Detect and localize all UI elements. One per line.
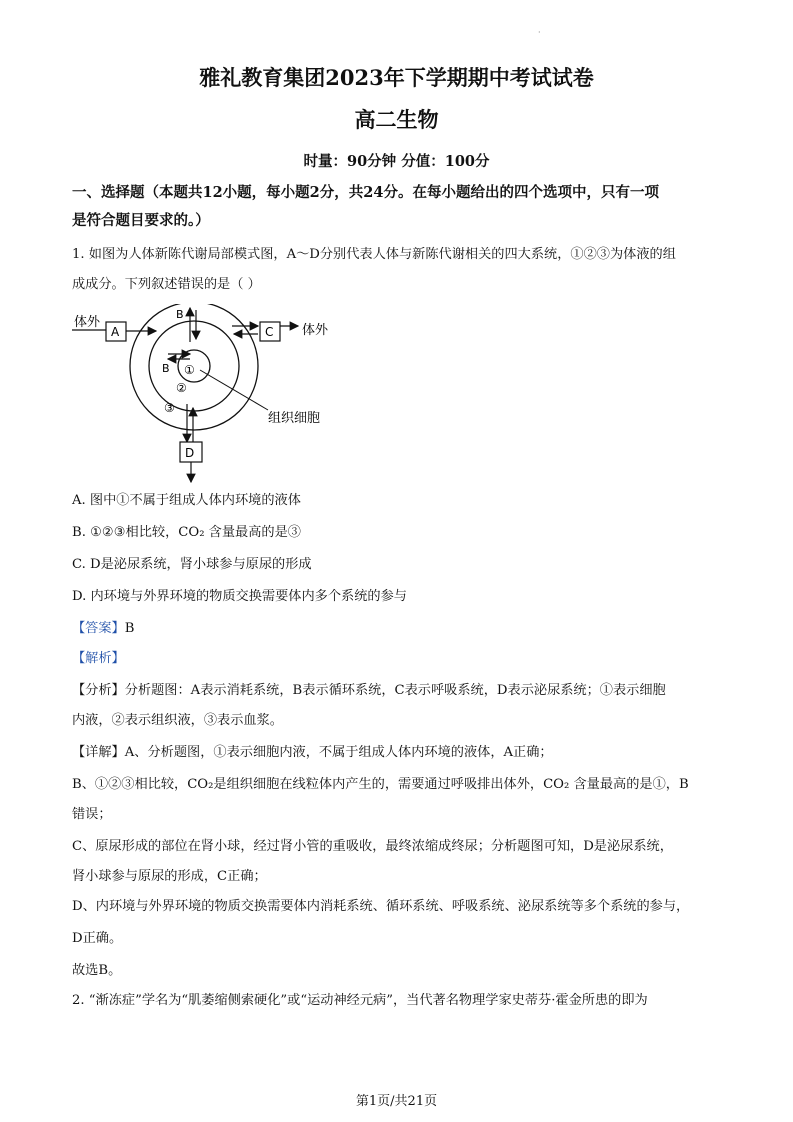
xiangjie-line6: D、内环境与外界环境的物质交换需要体内消耗系统、循环系统、呼吸系统、泌尿系统等多个系统的参与，: [72, 899, 690, 914]
fluid-3-label: ③: [164, 401, 175, 415]
answer-line: [72, 620, 732, 638]
fenxi-line2: 内液，②表示组织液，③表示血浆。: [72, 713, 283, 728]
answer-tag: 【答案】: [72, 621, 125, 636]
xiangjie-line1: 【详解】A、分析题图，①表示细胞内液，不属于组成人体内环境的液体，A正确；: [72, 745, 553, 760]
q1-option-c: C. D是泌尿系统，肾小球参与原尿的形成: [72, 557, 312, 572]
left-outside-label: 体外: [74, 315, 101, 330]
time-score: 时量：90分钟 分值：100分: [303, 153, 490, 170]
section-heading-line2: 是符合题目要求的。）: [72, 212, 210, 229]
right-outside-label: 体外: [302, 323, 329, 338]
conclusion-line: 故选B。: [72, 963, 122, 978]
fluid-2-label: ②: [176, 381, 187, 395]
q1-option-a: A. 图中①不属于组成人体内环境的液体: [72, 493, 301, 508]
box-b-label: B: [176, 308, 184, 321]
inner-b-label: B: [162, 362, 170, 375]
q1-stem-line2: 成成分。下列叙述错误的是（ ）: [72, 277, 261, 292]
answer-value: B: [124, 621, 135, 636]
tissue-cell-label: 组织细胞: [268, 411, 321, 426]
xiangjie-line5: 肾小球参与原尿的形成，C正确；: [72, 869, 267, 884]
scan-dot: ·: [538, 28, 541, 37]
xiangjie-line7: D正确。: [72, 931, 123, 946]
subject-title: 高二生物: [354, 107, 439, 132]
q1-option-d: D. 内环境与外界环境的物质交换需要体内多个系统的参与: [72, 589, 407, 604]
q2-stem-line1: 2. “渐冻症”学名为“肌萎缩侧索硬化”或“运动神经元病”，当代著名物理学家史蒂芬·霍金所患的即为: [72, 993, 648, 1008]
q1-stem-line1: 1. 如图为人体新陈代谢局部模式图，A～D分别代表人体与新陈代谢相关的四大系统，①②③为体液的组: [72, 247, 676, 262]
fluid-1-label: ①: [184, 363, 195, 377]
xiangjie-line4: C、原尿形成的部位在肾小球，经过肾小管的重吸收，最终浓缩成终尿；分析题图可知，D是泌尿系统，: [72, 839, 673, 854]
q1-option-b: B. ①②③相比较，CO₂ 含量最高的是③: [72, 525, 301, 540]
box-d-label: D: [185, 446, 195, 460]
xiangjie-line2: B、①②③相比较，CO₂是组织细胞在线粒体内产生的，需要通过呼吸排出体外，CO₂ 含量最高的是①，B: [72, 777, 689, 792]
section-heading-line1: 一、选择题（本题共12小题，每小题2分，共24分。在每小题给出的四个选项中，只有一项: [72, 184, 659, 201]
metabolism-diagram: [72, 304, 342, 494]
exam-title: 雅礼教育集团2023年下学期期中考试试卷: [199, 65, 594, 90]
fenxi-line1: 【分析】分析题图：A表示消耗系统，B表示循环系统，C表示呼吸系统，D表示泌尿系统；①表示细胞: [72, 683, 666, 698]
xiangjie-line3: 错误；: [72, 807, 112, 822]
box-a-label: A: [111, 325, 120, 339]
analysis-tag: 【解析】: [72, 651, 125, 666]
box-c-label: C: [265, 325, 274, 339]
page-number: 第1页/共21页: [355, 1094, 438, 1109]
